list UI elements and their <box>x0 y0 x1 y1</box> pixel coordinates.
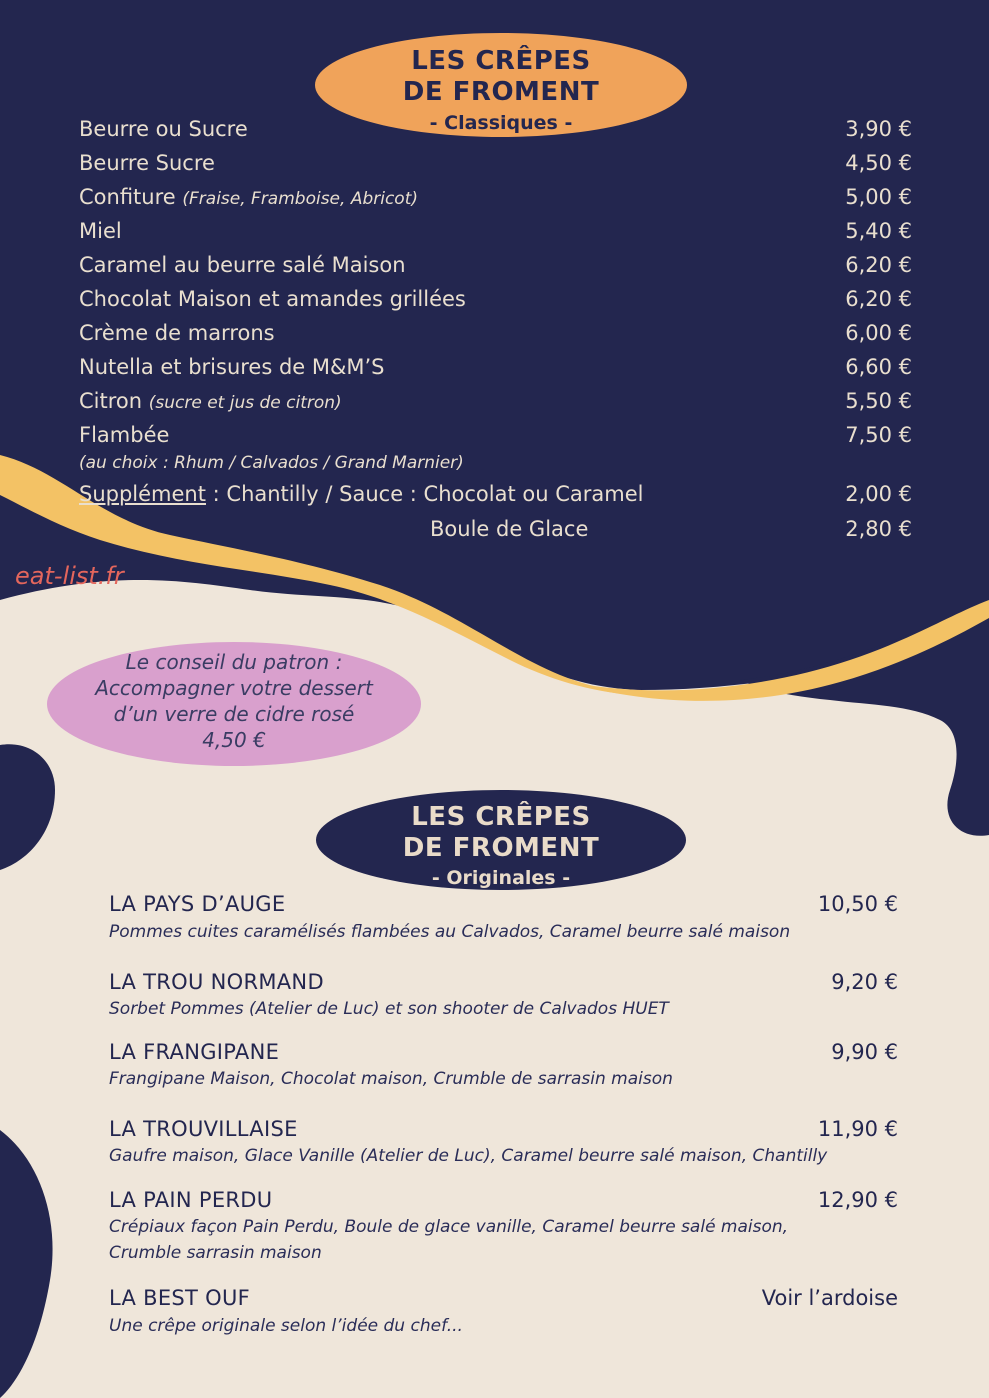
originales-title-line1: LES CRÊPES <box>411 802 591 832</box>
item-name: Nutella et brisures de M&M’S <box>79 355 385 379</box>
watermark: eat-list.fr <box>15 562 124 590</box>
item-name: LA BEST OUF <box>109 1286 251 1310</box>
item-price: 6,60 € <box>845 355 912 379</box>
advice-line3: d’un verre de cidre rosé <box>113 702 355 726</box>
item-name: LA PAIN PERDU <box>109 1188 273 1212</box>
classiques-subtitle: - Classiques - <box>429 112 573 134</box>
supplement-label: Supplément <box>79 482 206 506</box>
list-item <box>79 287 466 311</box>
item-price: 9,90 € <box>831 1040 898 1064</box>
item-price: 6,00 € <box>845 321 912 345</box>
list-item <box>79 151 215 175</box>
list-item <box>79 389 342 413</box>
item-description: Sorbet Pommes (Atelier de Luc) et son shooter de Calvados HUET <box>109 999 669 1019</box>
originales-subtitle: - Originales - <box>431 867 571 889</box>
item-name: Flambée <box>79 423 170 447</box>
item-note: (sucre et jus de citron) <box>148 393 342 413</box>
item-name: Confiture <box>79 185 176 209</box>
item-price: 5,40 € <box>845 219 912 243</box>
item-name: Caramel au beurre salé Maison <box>79 253 406 277</box>
item-note: (Fraise, Framboise, Abricot) <box>182 189 419 209</box>
advice-price: 4,50 € <box>202 728 266 752</box>
item-price: 5,50 € <box>845 389 912 413</box>
item-description: Gaufre maison, Glace Vanille (Atelier de Luc), Caramel beurre salé maison, Chantilly <box>109 1146 828 1166</box>
item-name: LA TROU NORMAND <box>109 970 324 994</box>
list-item <box>79 321 275 345</box>
item-price: 3,90 € <box>845 117 912 141</box>
classiques-title-line2: DE FROMENT <box>402 77 600 107</box>
item-price: Voir l’ardoise <box>761 1286 898 1310</box>
originales-title-line2: DE FROMENT <box>402 833 600 863</box>
item-name: Beurre Sucre <box>79 151 215 175</box>
advice-bubble <box>47 642 421 766</box>
originales-header <box>316 790 686 890</box>
item-name: Citron <box>79 389 143 413</box>
item-name: LA PAYS D’AUGE <box>109 892 286 916</box>
advice-line1: Le conseil du patron : <box>125 650 343 674</box>
list-item <box>79 117 248 141</box>
supplement-price: 2,00 € <box>845 482 912 506</box>
list-item <box>79 355 385 379</box>
glace-price: 2,80 € <box>845 517 912 541</box>
item-description: Une crêpe originale selon l’idée du chef... <box>109 1316 463 1336</box>
item-price: 12,90 € <box>817 1188 898 1212</box>
item-price: 7,50 € <box>845 423 912 447</box>
item-description: Pommes cuites caramélisés flambées au Calvados, Caramel beurre salé maison <box>109 922 791 942</box>
item-description: Crumble sarrasin maison <box>109 1243 322 1263</box>
item-description: Frangipane Maison, Chocolat maison, Crumble de sarrasin maison <box>109 1069 673 1089</box>
supplement-text: : Chantilly / Sauce : Chocolat ou Caramel <box>205 482 644 506</box>
item-name: Miel <box>79 219 122 243</box>
item-price: 5,00 € <box>845 185 912 209</box>
item-name: Beurre ou Sucre <box>79 117 248 141</box>
flambee-note: (au choix : Rhum / Calvados / Grand Marnier) <box>79 453 464 473</box>
supplement-line <box>79 482 643 506</box>
item-price: 11,90 € <box>817 1117 898 1141</box>
list-item <box>79 219 122 243</box>
item-description: Crépiaux façon Pain Perdu, Boule de glace vanille, Caramel beurre salé maison, <box>109 1217 789 1237</box>
item-name: Crème de marrons <box>79 321 275 345</box>
list-item <box>79 423 169 447</box>
advice-line2: Accompagner votre dessert <box>95 676 373 700</box>
item-price: 4,50 € <box>845 151 912 175</box>
list-item <box>79 185 418 209</box>
glace-text: Boule de Glace <box>430 517 589 541</box>
item-price: 10,50 € <box>817 892 898 916</box>
item-price: 6,20 € <box>845 287 912 311</box>
list-item <box>79 253 406 277</box>
item-name: LA TROUVILLAISE <box>109 1117 298 1141</box>
classiques-title-line1: LES CRÊPES <box>411 46 591 76</box>
item-price: 6,20 € <box>845 253 912 277</box>
item-name: Chocolat Maison et amandes grillées <box>79 287 466 311</box>
item-name: LA FRANGIPANE <box>109 1040 280 1064</box>
item-price: 9,20 € <box>831 970 898 994</box>
